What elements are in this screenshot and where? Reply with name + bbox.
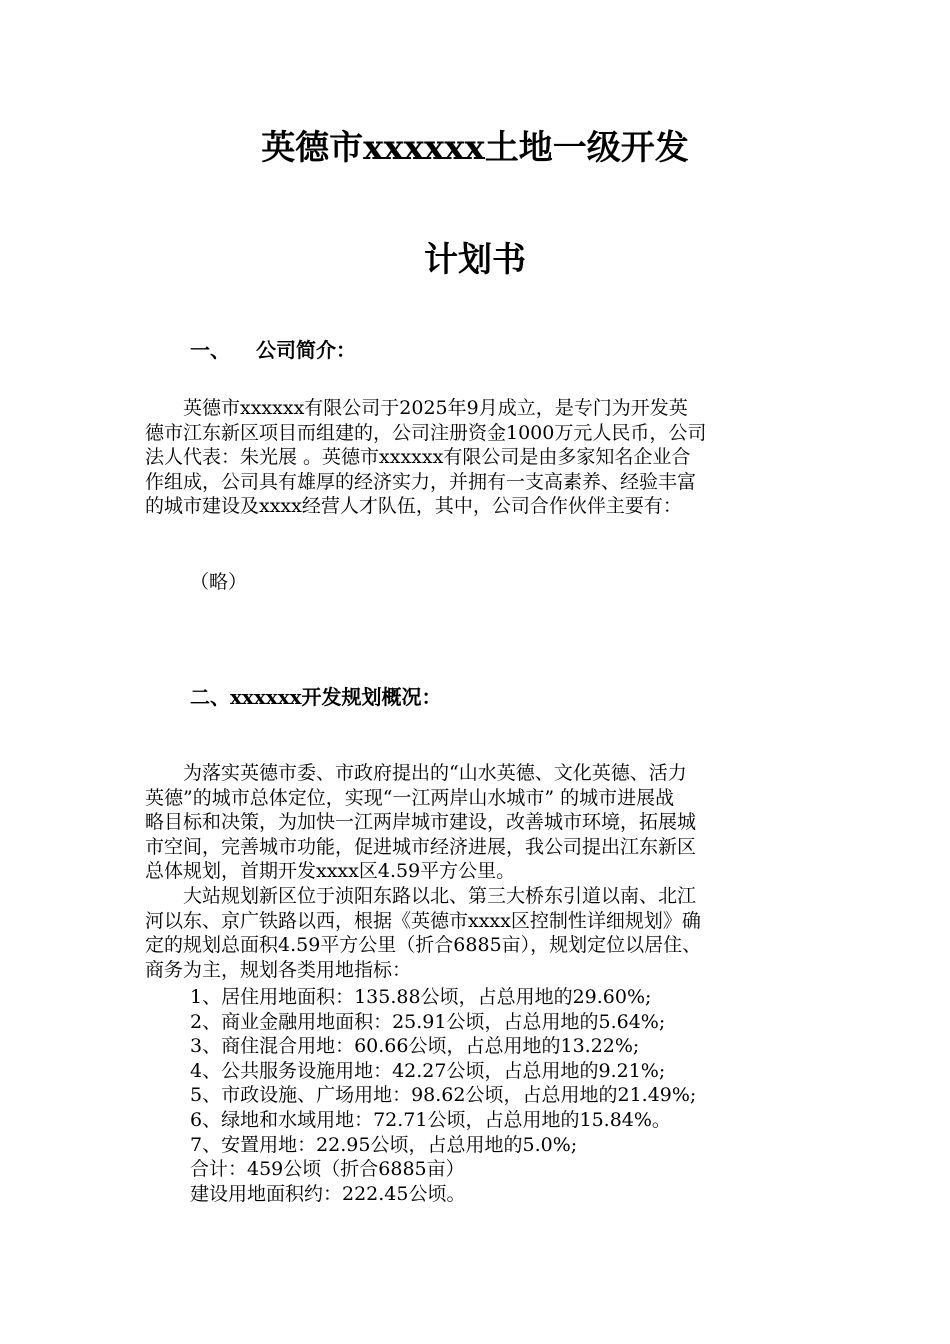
document-subtitle: 计划书 <box>424 240 526 280</box>
total-area: 合计：459公顷（折合6885亩） <box>190 1158 465 1180</box>
section2-heading: 二、xxxxxx开发规划概况： <box>190 685 442 709</box>
paragraph-line: 略目标和决策，为加快一江两岸城市建设，改善城市环境，拓展城 <box>145 811 697 834</box>
paragraph-line: 总体规划，首期开发xxxx区4.59平方公里。 <box>145 860 516 883</box>
document-title: 英德市xxxxxx土地一级开发 <box>261 128 689 168</box>
land-use-list <box>190 985 696 1157</box>
paragraph-line: 英德市xxxxxx有限公司于2025年9月成立，是专门为开发英 <box>145 397 688 419</box>
construction-area: 建设用地面积约：222.45公顷。 <box>190 1183 466 1205</box>
paragraph-line: 作组成，公司具有雄厚的经济实力，并拥有一支高素养、经验丰富 <box>145 470 697 493</box>
paragraph-line: 为落实英德市委、市政府提出的“山水英德、文化英德、活力 <box>145 762 687 784</box>
paragraph-line: 法人代表：朱光展 。英德市xxxxxx有限公司是由多家知名企业合 <box>145 446 691 469</box>
omitted-note: （略） <box>190 571 248 593</box>
paragraph-line: 市空间，完善城市功能，促进城市经济进展，我公司提出江东新区 <box>145 835 697 858</box>
planning-overview-paragraph <box>145 761 815 982</box>
list-item: 1、居住用地面积：135.88公顷，占总用地的29.60%; <box>190 986 652 1008</box>
list-item: 6、绿地和水域用地：72.71公顷，占总用地的15.84%。 <box>190 1108 671 1131</box>
paragraph-line: 商务为主，规划各类用地指标： <box>145 958 412 981</box>
paragraph-line: 德市江东新区项目而组建的，公司注册资金1000万元人民币，公司 <box>145 421 707 444</box>
list-item: 2、商业金融用地面积：25.91公顷，占总用地的5.64%; <box>190 1010 666 1033</box>
paragraph-line: 河以东、京广铁路以西，根据《英德市xxxx区控制性详细规划》确 <box>145 909 701 932</box>
section1-heading-text: 公司简介： <box>256 338 356 362</box>
list-item: 4、公共服务设施用地：42.27公顷，占总用地的9.21%; <box>190 1059 666 1082</box>
section1-heading <box>190 337 356 363</box>
list-item: 3、商住混合用地：60.66公顷，占总用地的13.22%; <box>190 1035 640 1058</box>
paragraph-line: 定的规划总面积4.59平方公里（折合6885亩），规划定位以居住、 <box>145 934 702 957</box>
paragraph-line: 英德”的城市总体定位，实现“一江两岸山水城市” 的城市进展战 <box>145 786 675 809</box>
paragraph-line: 大站规划新区位于浈阳东路以北、第三大桥东引道以南、北江 <box>145 884 697 907</box>
section1-number: 一、 <box>190 338 230 362</box>
list-item: 7、安置用地：22.95公顷，占总用地的5.0%; <box>190 1133 578 1156</box>
company-intro-paragraph <box>145 396 815 519</box>
paragraph-line: 的城市建设及xxxx经营人才队伍，其中，公司合作伙伴主要有： <box>145 495 682 518</box>
list-item: 5、市政设施、广场用地：98.62公顷，占总用地的21.49%; <box>190 1084 697 1107</box>
